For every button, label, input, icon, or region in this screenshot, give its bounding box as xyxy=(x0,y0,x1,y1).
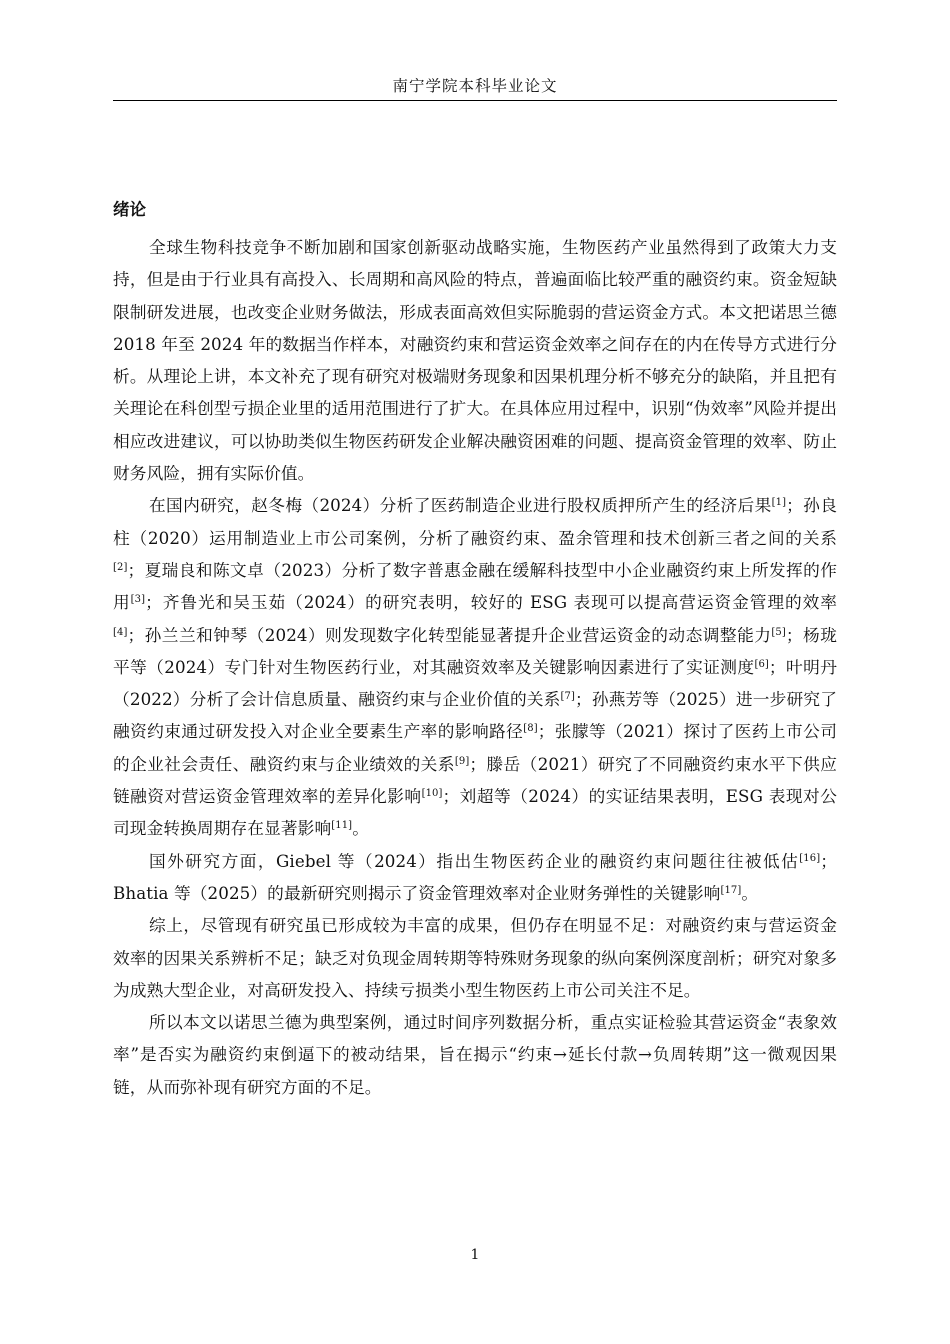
citation-marker: [7] xyxy=(560,691,575,703)
paragraph-text: ；齐鲁光和吴玉茹（2024）的研究表明，较好的 ESG 表现可以提高营运资金管理的效率 xyxy=(145,592,837,613)
citation-marker: [10] xyxy=(421,788,443,800)
running-header: 南宁学院本科毕业论文 xyxy=(392,77,558,95)
paragraph-text: ；滕岳（2021）研究了不同融资约束水平下供应链融资对营运资金管理效率的差异化影响 xyxy=(113,753,837,807)
paragraph-text: ；刘超等（2024）的实证结果表明，ESG 表现对公司现金转换周期存在显著影响 xyxy=(113,786,837,839)
citation-marker: [8] xyxy=(523,723,538,735)
paragraph-text: 综上，尽管现有研究虽已形成较为丰富的成果，但仍存在明显不足：对融资约束与营运资金效率的因果关系辨析不足；缺乏对负现金周转期等特殊财务现象的纵向案例深度剖析；研究对象多为成熟大型企业，对高研发投入、持续亏损类小型生物医药上市公司关注不足。 xyxy=(113,915,837,1000)
citation-marker: [2] xyxy=(113,561,128,573)
body-paragraph xyxy=(113,909,837,1006)
citation-marker: [9] xyxy=(454,755,470,767)
citation-marker: [3] xyxy=(130,594,146,606)
paragraph-text: ；杨珑平等（2024）专门针对生物医药行业，对其融资效率及关键影响因素进行了实证测度 xyxy=(113,624,837,677)
body-paragraph xyxy=(113,489,837,844)
citation-marker: [17] xyxy=(720,884,742,896)
paragraph-text: ；孙良柱（2020）运用制造业上市公司案例，分析了融资约束、盈余管理和技术创新三者之间的关系 xyxy=(113,495,837,548)
citation-marker: [5] xyxy=(771,626,786,638)
citation-marker: [4] xyxy=(113,626,128,638)
paragraph-text: ；张朦等（2021）探讨了医药上市公司的企业社会责任、融资约束与企业绩效的关系 xyxy=(113,721,837,774)
paragraph-text: ；孙兰兰和钟琴（2024）则发现数字化转型能显著提升企业营运资金的动态调整能力 xyxy=(127,624,772,645)
paragraph-text: ；夏瑞良和陈文卓（2023）分析了数字普惠金融在缓解科技型中小企业融资约束上所发挥的作用 xyxy=(113,559,837,613)
paragraph-text: 全球生物科技竞争不断加剧和国家创新驱动战略实施，生物医药产业虽然得到了政策大力支持，但是由于行业具有高投入、长周期和高风险的特点，普遍面临比较严重的融资约束。资金短缺限制研发进展，也改变企业财务做法，形成表面高效但实际脆弱的营运资金方式。本文把诺思兰德 2018 年至 2024 年的数据当作样本，对融资约束和营运资金效率之间存在的内在传导方式进行分析。从理论上讲，本文补充了现有研究对极端财务现象和因果机理分析不够充分的缺陷，并且把有关理论在科创型亏损企业里的适用范围进行了扩大。在具体应用过程中，识别“伪效率”风险并提出相应改进建议，可以协助类似生物医药研发企业解决融资困难的问题、提高资金管理的效率、防止财务风险，拥有实际价值。 xyxy=(113,237,837,484)
paragraph-text: 。 xyxy=(352,818,369,839)
citation-marker: [11] xyxy=(331,820,353,832)
citation-marker: [1] xyxy=(771,497,787,509)
paragraph-text: ；Bhatia 等（2025）的最新研究则揭示了资金管理效率对企业财务弹性的关键影响 xyxy=(113,850,837,903)
body-text xyxy=(113,231,837,1103)
body-paragraph xyxy=(113,845,837,910)
paragraph-text: ；叶明丹（2022）分析了会计信息质量、融资约束与企业价值的关系 xyxy=(113,656,837,710)
section-title: 绪论 xyxy=(113,200,146,219)
paragraph-text: 国外研究方面，Giebel 等（2024）指出生物医药企业的融资约束问题往往被低估 xyxy=(149,850,800,871)
paragraph-text: 在国内研究，赵冬梅（2024）分析了医药制造企业进行股权质押所产生的经济后果 xyxy=(149,495,772,516)
paragraph-text: 。 xyxy=(741,882,759,903)
body-paragraph xyxy=(113,231,837,489)
citation-marker: [16] xyxy=(799,852,821,864)
citation-marker: [6] xyxy=(754,658,769,670)
page-number: 1 xyxy=(470,1247,480,1263)
paragraph-text: 所以本文以诺思兰德为典型案例，通过时间序列数据分析，重点实证检验其营运资金“表象效率”是否实为融资约束倒逼下的被动结果，旨在揭示“约束→延长付款→负周转期”这一微观因果链，从而弥补现有研究方面的不足。 xyxy=(113,1012,837,1097)
body-paragraph xyxy=(113,1006,837,1103)
header-rule xyxy=(113,100,837,101)
paragraph-text: ；孙燕芳等（2025）进一步研究了融资约束通过研发投入对企业全要素生产率的影响路径 xyxy=(113,689,837,742)
